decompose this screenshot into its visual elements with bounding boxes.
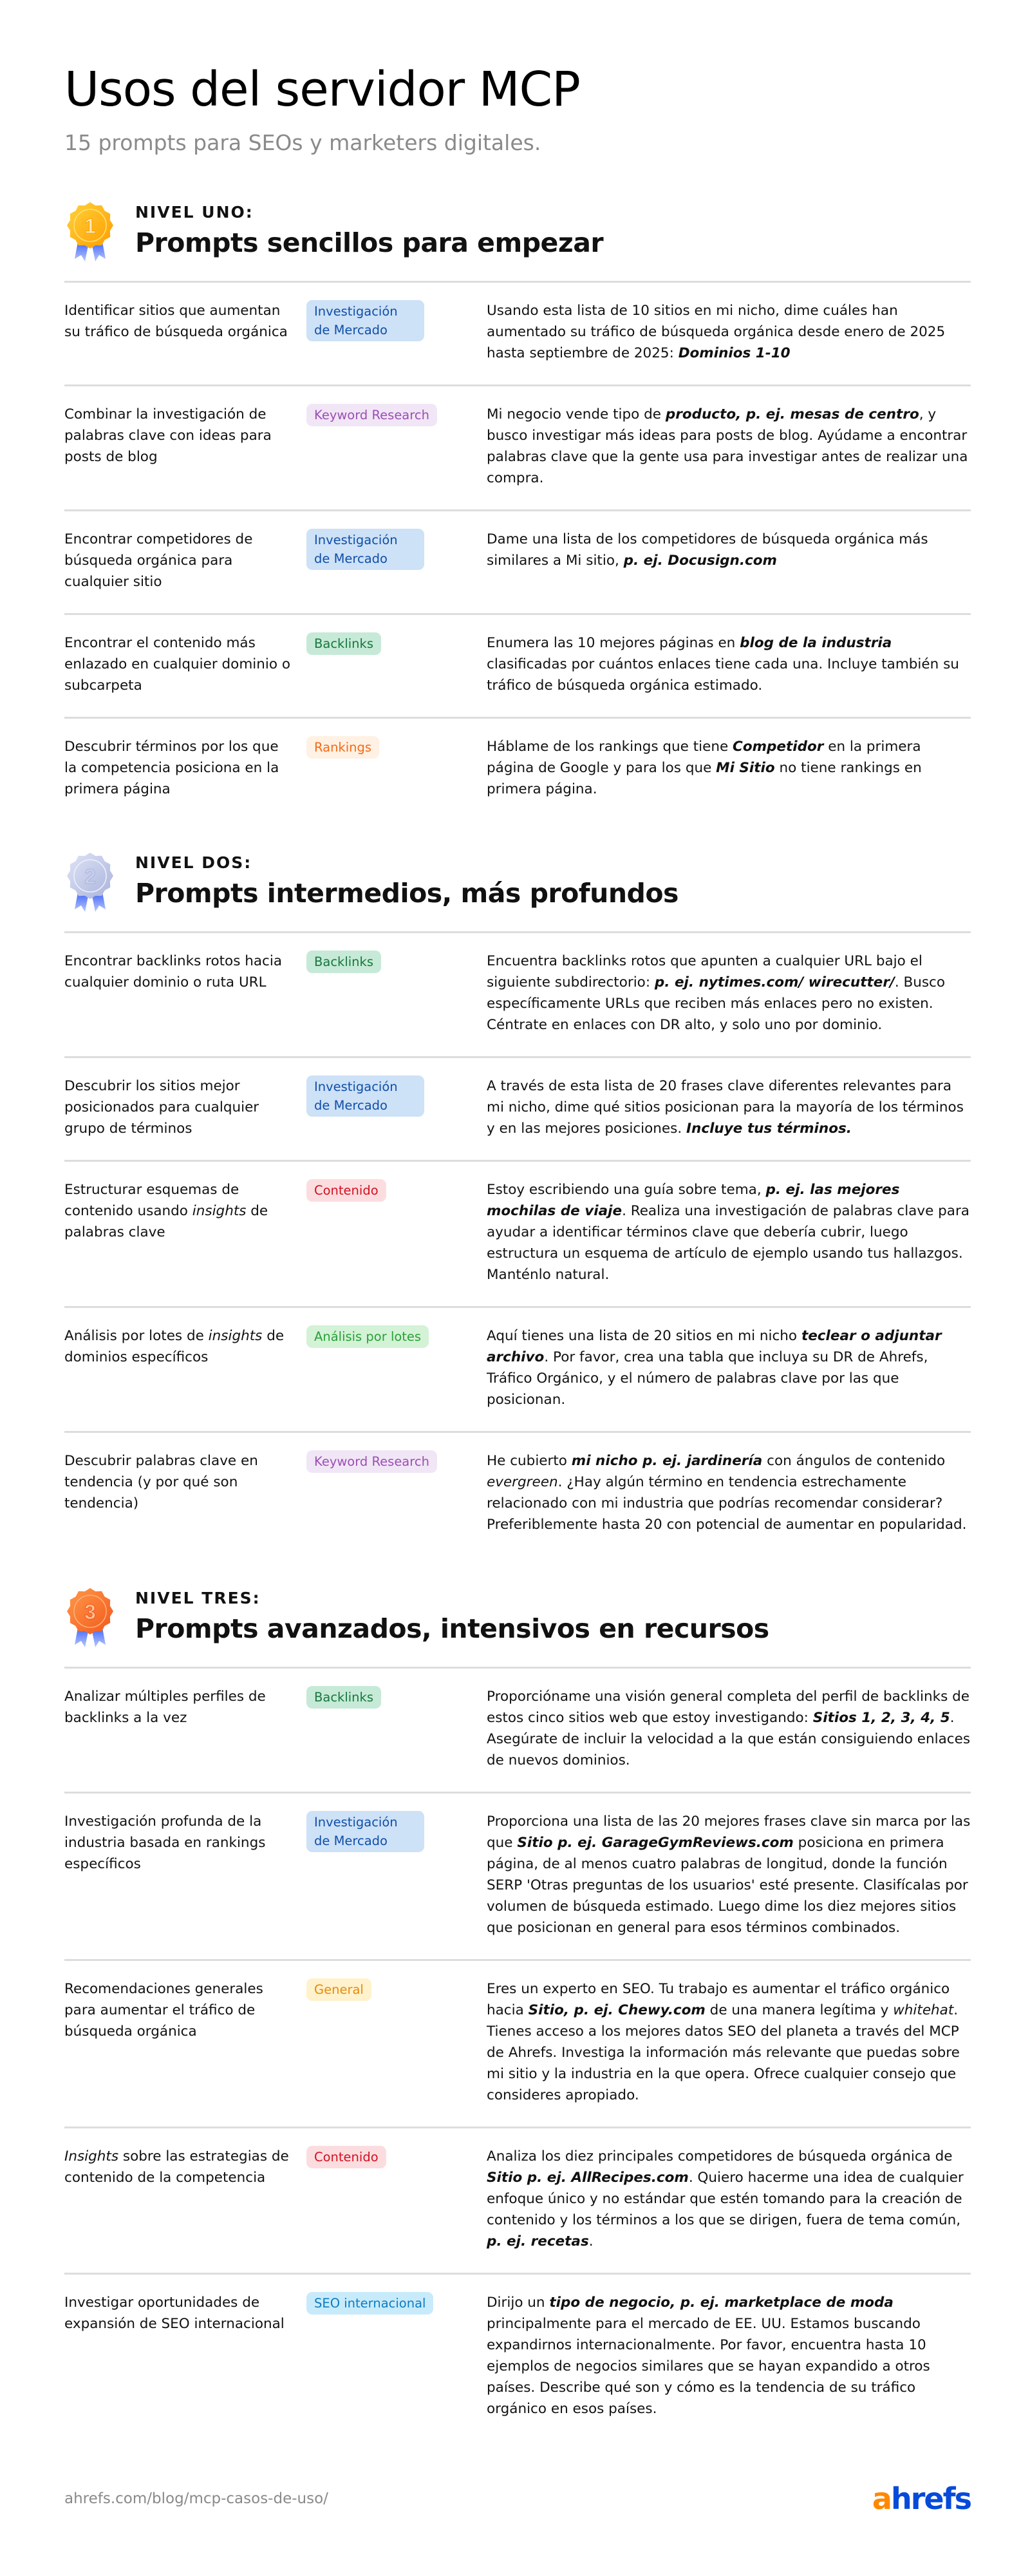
prompt-row: [64, 719, 971, 820]
use-case: Combinar la investigación de palabras clave con ideas para posts de blog: [64, 406, 272, 465]
prompt-text[interactable]: Dirijo un tipo de negocio, p. ej. marketplace de moda principalmente para el mercado de EE. UU. Estamos buscando expandirnos internacionalmente. Por favor, encuentra hasta 10 ejemplos de negocios similares que se hayan expandido a otros países. Describe qué son y cómo es la tendencia de su tráfico orgánico en esos países.: [487, 2295, 930, 2417]
prompt-row: [64, 2275, 971, 2440]
prompt-text[interactable]: Mi negocio vende tipo de producto, p. ej. mesas de centro, y busco investigar más ideas para posts de blog. Ayúdame a encontrar palabras clave que la gente usa para investigar antes de realizar una compra.: [487, 406, 968, 486]
svg-text:2: 2: [84, 865, 96, 888]
svg-text:1: 1: [84, 214, 96, 238]
infographic: [64, 0, 971, 2440]
category-tag: Investigación de Mercado: [306, 1811, 424, 1852]
level-section-3: [64, 1584, 971, 2440]
use-case: Descubrir términos por los que la competencia posiciona en la primera página: [64, 739, 279, 797]
prompt-text[interactable]: Enumera las 10 mejores páginas en blog de la industria clasificadas por cuántos enlaces tiene cada una. Incluye también su tráfico de búsqueda orgánica estimado.: [487, 635, 959, 694]
prompt-row: [64, 1794, 971, 1961]
category-tag: Análisis por lotes: [306, 1325, 429, 1348]
prompt-row: [64, 1058, 971, 1162]
category-tag: Keyword Research: [306, 1450, 437, 1473]
prompt-text[interactable]: Analiza los diez principales competidores de búsqueda orgánica de Sitio p. ej. AllRecipes.com. Quiero hacerme una idea de cualquier enfoque único y no estándar que estén tomando para la creación de contenido y los términos a los que se dirigen, fuera de tema común, p. ej. recetas.: [487, 2148, 964, 2249]
ahrefs-logo[interactable]: [872, 2483, 971, 2515]
prompt-text[interactable]: A través de esta lista de 20 frases clave diferentes relevantes para mi nicho, dime qué sitios posicionan para la mayoría de los términos y en las mejores posiciones. Incluye tus términos.: [487, 1078, 964, 1137]
use-case: Encontrar backlinks rotos hacia cualquier dominio o ruta URL: [64, 953, 282, 990]
use-case: Analizar múltiples perfiles de backlinks a la vez: [64, 1689, 266, 1726]
prompt-text[interactable]: Proporciona una lista de las 20 mejores frases clave sin marca por las que Sitio p. ej. GarageGymReviews.com posiciona en primera página, de al menos cuatro palabras de longitud, donde la función SERP 'Otras preguntas de los usuarios' esté presente. Clasifícalas por volumen de búsqueda estimado. Luego dime los diez mejores sitios que posicionan en general para esos términos combinados.: [487, 1814, 971, 1936]
prompt-row: [64, 933, 971, 1058]
level-header: [64, 198, 971, 281]
page-title: Usos del servidor MCP: [64, 62, 580, 117]
category-tag: Backlinks: [306, 1686, 381, 1709]
level-title: Prompts sencillos para empezar: [135, 227, 604, 258]
prompt-table: [64, 1667, 971, 2440]
category-tag: Investigación de Mercado: [306, 529, 424, 570]
level-section-2: [64, 849, 971, 1556]
prompt-text[interactable]: Háblame de los rankings que tiene Competidor en la primera página de Google y para los que Mi Sitio no tiene rankings en primera página.: [487, 739, 922, 797]
source-url[interactable]: ahrefs.com/blog/mcp-casos-de-uso/: [64, 2490, 328, 2507]
use-case: Investigar oportunidades de expansión de SEO internacional: [64, 2295, 285, 2332]
svg-text:3: 3: [84, 1600, 96, 1624]
level-header: [64, 1584, 971, 1667]
category-tag: Contenido: [306, 2146, 386, 2168]
prompt-row: [64, 1308, 971, 1433]
use-case: Insights sobre las estrategias de contenido de la competencia: [64, 2148, 289, 2186]
prompt-row: [64, 1669, 971, 1794]
category-tag: Backlinks: [306, 951, 381, 973]
category-tag: Keyword Research: [306, 404, 437, 426]
prompt-text[interactable]: Usando esta lista de 10 sitios en mi nicho, dime cuáles han aumentado su tráfico de búsqueda orgánica desde enero de 2025 hasta septiembre de 2025: Dominios 1-10: [487, 303, 946, 361]
category-tag: Backlinks: [306, 632, 381, 655]
prompt-row: [64, 1433, 971, 1556]
levels-container: [64, 198, 971, 2440]
level-section-1: [64, 198, 971, 820]
prompt-row: [64, 1162, 971, 1308]
prompt-row: [64, 615, 971, 719]
footer: [64, 2483, 971, 2515]
category-tag: Rankings: [306, 736, 379, 759]
gold-medal-icon: [64, 200, 116, 264]
logo-rest: hrefs: [890, 2481, 971, 2516]
use-case: Descubrir palabras clave en tendencia (y por qué son tendencia): [64, 1453, 258, 1511]
prompt-text[interactable]: Proporcióname una visión general completa del perfil de backlinks de estos cinco sitios web que estoy investigando: Sitios 1, 2, 3, 4, 5. Asegúrate de incluir la velocidad a la que están consiguiendo enlaces de nuevos dominios.: [487, 1689, 971, 1768]
prompt-table: [64, 931, 971, 1556]
prompt-text[interactable]: He cubierto mi nicho p. ej. jardinería con ángulos de contenido evergreen. ¿Hay algún término en tendencia estrechamente relacionado con mi industria que podrías recomendar considerar? Preferiblemente hasta 20 con potencial de aumentar en popularidad.: [487, 1453, 967, 1533]
use-case: Estructurar esquemas de contenido usando insights de palabras clave: [64, 1182, 268, 1240]
category-tag: SEO internacional: [306, 2292, 433, 2315]
use-case: Investigación profunda de la industria basada en rankings específicos: [64, 1814, 266, 1872]
category-tag: Contenido: [306, 1179, 386, 1202]
category-tag: Investigación de Mercado: [306, 300, 424, 341]
prompt-row: [64, 511, 971, 615]
silver-medal-icon: [64, 850, 116, 914]
prompt-text[interactable]: Encuentra backlinks rotos que apunten a cualquier URL bajo el siguiente subdirectorio: p. ej. nytimes.com/ wirecutter/. Busco específicamente URLs que reciben más enlaces pero no existen. Céntrate en enlaces con DR alto, y solo uno por dominio.: [487, 953, 946, 1033]
prompt-row: [64, 1961, 971, 2128]
level-title: Prompts intermedios, más profundos: [135, 878, 679, 909]
level-kicker: NIVEL DOS:: [135, 853, 252, 872]
use-case: Encontrar competidores de búsqueda orgánica para cualquier sitio: [64, 531, 253, 590]
logo-accent-letter: a: [872, 2481, 891, 2516]
level-header: [64, 849, 971, 931]
category-tag: Investigación de Mercado: [306, 1075, 424, 1117]
use-case: Análisis por lotes de insights de dominios específicos: [64, 1328, 285, 1365]
prompt-table: [64, 281, 971, 820]
level-kicker: NIVEL UNO:: [135, 203, 254, 222]
level-kicker: NIVEL TRES:: [135, 1589, 261, 1607]
use-case: Descubrir los sitios mejor posicionados para cualquier grupo de términos: [64, 1078, 259, 1137]
prompt-row: [64, 283, 971, 386]
bronze-medal-icon: [64, 1586, 116, 1650]
prompt-text[interactable]: Dame una lista de los competidores de búsqueda orgánica más similares a Mi sitio, p. ej. Docusign.com: [487, 531, 928, 569]
prompt-text[interactable]: Eres un experto en SEO. Tu trabajo es aumentar el tráfico orgánico hacia Sitio, p. ej. Chewy.com de una manera legítima y whitehat. Tienes acceso a los mejores datos SEO del planeta a través del MCP de Ahrefs. Investiga la información más relevante que puedas sobre mi sitio y la industria en la que opera. Ofrece cualquier consejo que consideres apropiado.: [487, 1981, 960, 2103]
prompt-row: [64, 386, 971, 511]
prompt-text[interactable]: Aquí tienes una lista de 20 sitios en mi nicho teclear o adjuntar archivo. Por favor, crea una tabla que incluya su DR de Ahrefs, Tráfico Orgánico, y el número de palabras clave por las que posicionan.: [487, 1328, 942, 1408]
level-title: Prompts avanzados, intensivos en recursos: [135, 1613, 769, 1644]
use-case: Encontrar el contenido más enlazado en cualquier dominio o subcarpeta: [64, 635, 290, 694]
use-case: Recomendaciones generales para aumentar el tráfico de búsqueda orgánica: [64, 1981, 263, 2040]
prompt-row: [64, 2128, 971, 2275]
page-subtitle: 15 prompts para SEOs y marketers digitales.: [64, 130, 541, 155]
category-tag: General: [306, 1978, 371, 2001]
prompt-text[interactable]: Estoy escribiendo una guía sobre tema, p. ej. las mejores mochilas de viaje. Realiza una investigación de palabras clave para ayudar a identificar términos clave que debería cubrir, luego estructura un esquema de artículo de ejemplo usando tus hallazgos. Manténlo natural.: [487, 1182, 969, 1283]
use-case: Identificar sitios que aumentan su tráfico de búsqueda orgánica: [64, 303, 288, 340]
